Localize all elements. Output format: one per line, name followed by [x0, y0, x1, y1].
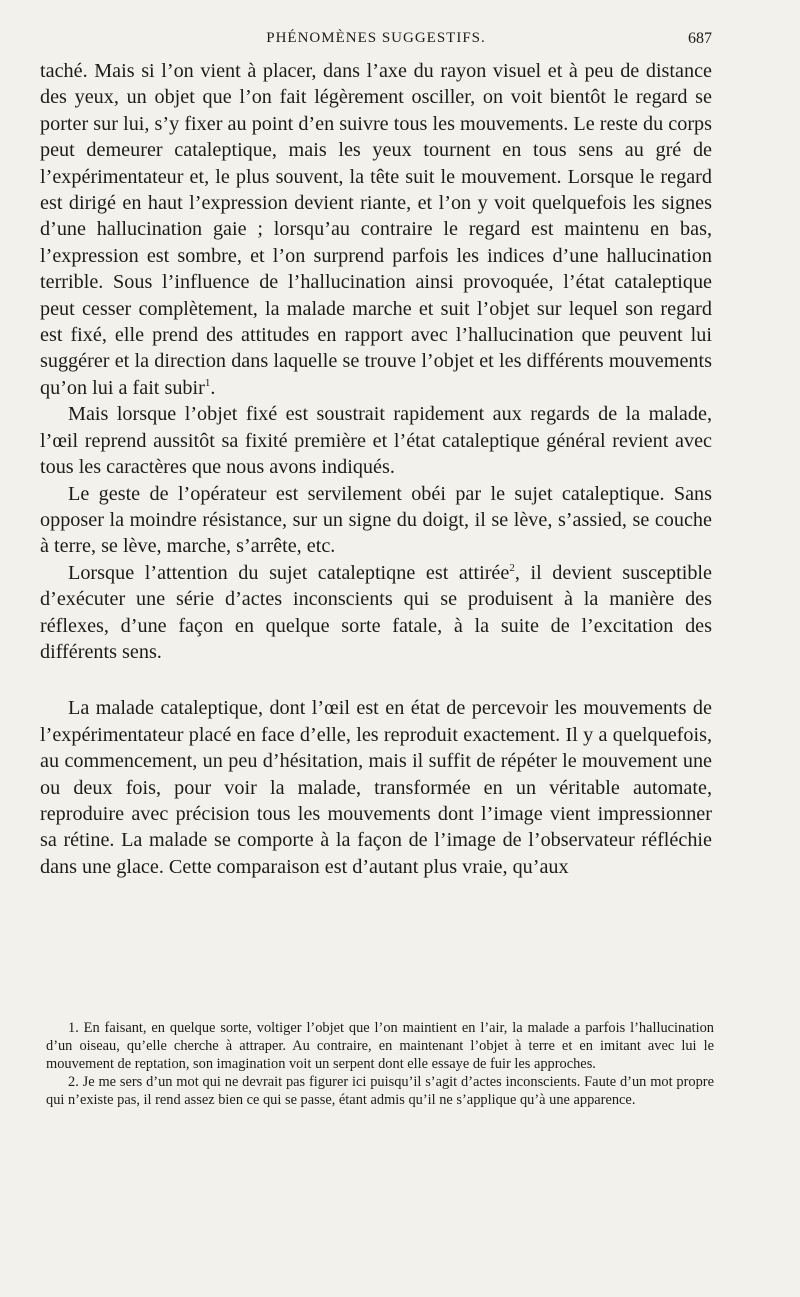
body-text — [40, 58, 712, 880]
paragraph-5: La malade cataleptique, dont l’œil est en état de percevoir les mouvements de l’expérimentateur placé en face d’elle, les reproduit exactement. Il y a quelquefois, au commencement, un peu d’hésitation, mais il suffit de répéter le mouvement une ou deux fois, pour voir la malade, transformée en un véritable automate, reproduire avec précision tous les mouvements dont l’image vient impressionner sa rétine. La malade se comporte à la façon de l’image de l’observateur réfléchie dans une glace. Cette comparaison est d’autant plus vraie, qu’aux — [40, 697, 712, 878]
footnote-ref-2[interactable]: 2 — [509, 561, 515, 574]
footnotes — [46, 1020, 714, 1110]
running-head — [40, 30, 712, 54]
page-number: 687 — [688, 30, 712, 47]
paragraph-3: Le geste de l’opérateur est servilement obéi par le sujet cataleptique. Sans opposer la moindre résistance, sur un signe du doigt, il se lève, s’assied, se couche à terre, se lève, marche, s’arrête, etc. — [40, 482, 712, 558]
footnote-1: 1. En faisant, en quelque sorte, voltiger l’objet que l’on maintient en l’air, la malade a parfois l’hallucination d’un oiseau, qu’elle cherche à attraper. Au contraire, en maintenant l’objet à terre et en imitant avec lui le mouvement de reptation, son imagination voit un serpent dont elle essaye de fuir les approches. — [46, 1020, 714, 1072]
paragraph-2: Mais lorsque l’objet fixé est soustrait rapidement aux regards de la malade, l’œil reprend aussitôt sa fixité première et l’état cataleptique général revient avec tous les caractères que nous avons indiqués. — [40, 403, 712, 479]
footnote-2: 2. Je me sers d’un mot qui ne devrait pas figurer ici puisqu’il s’agit d’actes inconscients. Faute d’un mot propre qui n’existe pas, il rend assez bien ce qui se passe, étant admis qu’il ne s’applique qu’à une apparence. — [46, 1073, 714, 1108]
paragraph-4: Lorsque l’attention du sujet cataleptiqne est attirée$^2$, il devient susceptible d’exécuter une série d’actes inconscients qui se produisent à la manière des réflexes, d’une façon en quelque sorte fatale, à la suite de l’excitation des différents sens. — [40, 561, 712, 663]
footnote-ref-1[interactable]: 1 — [204, 376, 211, 389]
running-title: PHÉNOMÈNES SUGGESTIFS. — [266, 30, 486, 46]
paragraph-1: taché. Mais si l’on vient à placer, dans l’axe du rayon visuel et à peu de distance des yeux, un objet que l’on fait légèrement osciller, on voit bientôt le regard se porter sur lui, s’y fixer au point d’en suivre tous les mouvements. Le reste du corps peut demeurer cataleptique, mais les yeux tournent en tous sens au gré de l’expérimentateur et, le plus souvent, la tête suit le mouvement. Lorsque le regard est dirigé en haut l’expression devient riante, et l’on y voit quelquefois les signes d’une hallucination gaie ; lorsqu’au contraire le regard est maintenu en bas, l’expression est sombre, et l’on surprend parfois les indices d’une hallucination terrible. Sous l’influence de l’hallucination ainsi provoquée, l’état cataleptique peut cesser complètement, la malade marche et suit l’objet sur lequel son regard est fixé, elle prend des attitudes en rapport avec l’hallucination que peuvent lui suggérer et la direction dans laquelle se trouve l’objet et les différents mouvements qu’on lui a fait subir$^1$. — [40, 60, 712, 399]
